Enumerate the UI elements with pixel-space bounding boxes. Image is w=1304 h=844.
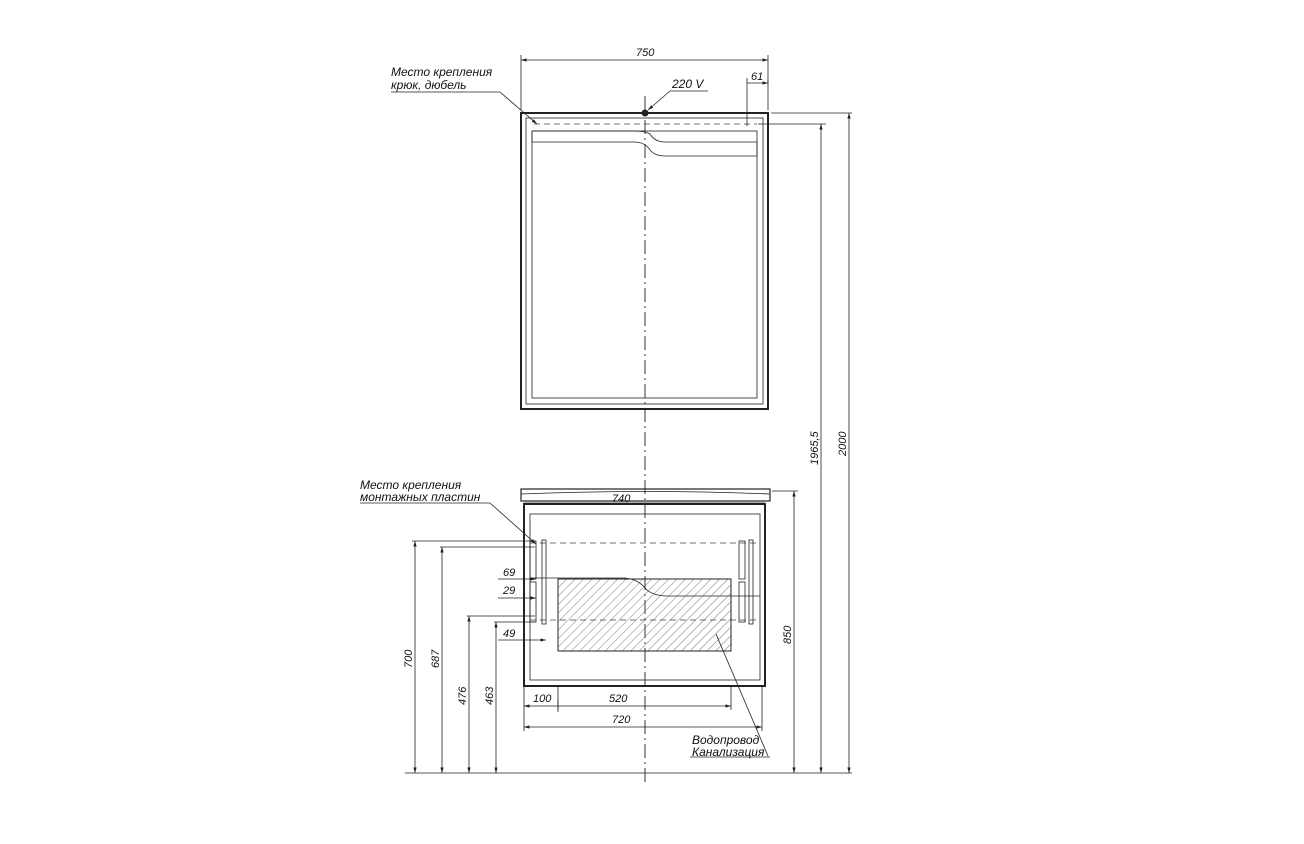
dim-740: 740 bbox=[612, 493, 631, 505]
plumbing-label-line1: Водопровод bbox=[692, 733, 760, 747]
mirror-mount-note bbox=[391, 65, 537, 124]
mirror bbox=[521, 110, 768, 410]
cabinet-mount-note bbox=[360, 478, 536, 544]
dim-720: 720 bbox=[612, 714, 631, 726]
power-leader bbox=[648, 77, 708, 110]
cabinet-mount-note-line1: Место крепления bbox=[360, 478, 462, 492]
power-label: 220 V bbox=[672, 77, 704, 91]
dim-1965-5: 1965,5 bbox=[809, 431, 821, 465]
dim-61: 61 bbox=[751, 71, 764, 83]
mirror-mount-note-line1: Место крепления bbox=[391, 65, 493, 79]
dim-687: 687 bbox=[430, 649, 442, 668]
dim-100: 100 bbox=[533, 693, 552, 705]
mirror-mount-note-line2: крюк, дюбель bbox=[391, 78, 467, 92]
cabinet-mount-note-line2: монтажных пластин bbox=[360, 490, 481, 504]
plumbing-label-line2: Канализация bbox=[692, 745, 765, 759]
dim-2000: 2000 bbox=[837, 431, 849, 456]
dim-bottom-widths bbox=[524, 686, 762, 731]
dim-right-heights bbox=[758, 113, 852, 773]
dim-mirror-width bbox=[521, 47, 768, 110]
dim-476: 476 bbox=[457, 686, 469, 705]
dim-850: 850 bbox=[782, 625, 794, 644]
plumbing-zone bbox=[558, 579, 731, 651]
dim-49: 49 bbox=[503, 628, 516, 640]
dim-29: 29 bbox=[503, 585, 516, 597]
dim-750: 750 bbox=[636, 47, 655, 59]
power-outlet-icon bbox=[642, 110, 649, 117]
cabinet bbox=[521, 489, 770, 686]
dim-520: 520 bbox=[609, 693, 628, 705]
plumbing-leader bbox=[690, 634, 770, 759]
dim-left-heights bbox=[403, 541, 852, 773]
dim-463: 463 bbox=[484, 686, 496, 705]
dim-700: 700 bbox=[403, 649, 415, 668]
dim-69: 69 bbox=[503, 567, 516, 579]
